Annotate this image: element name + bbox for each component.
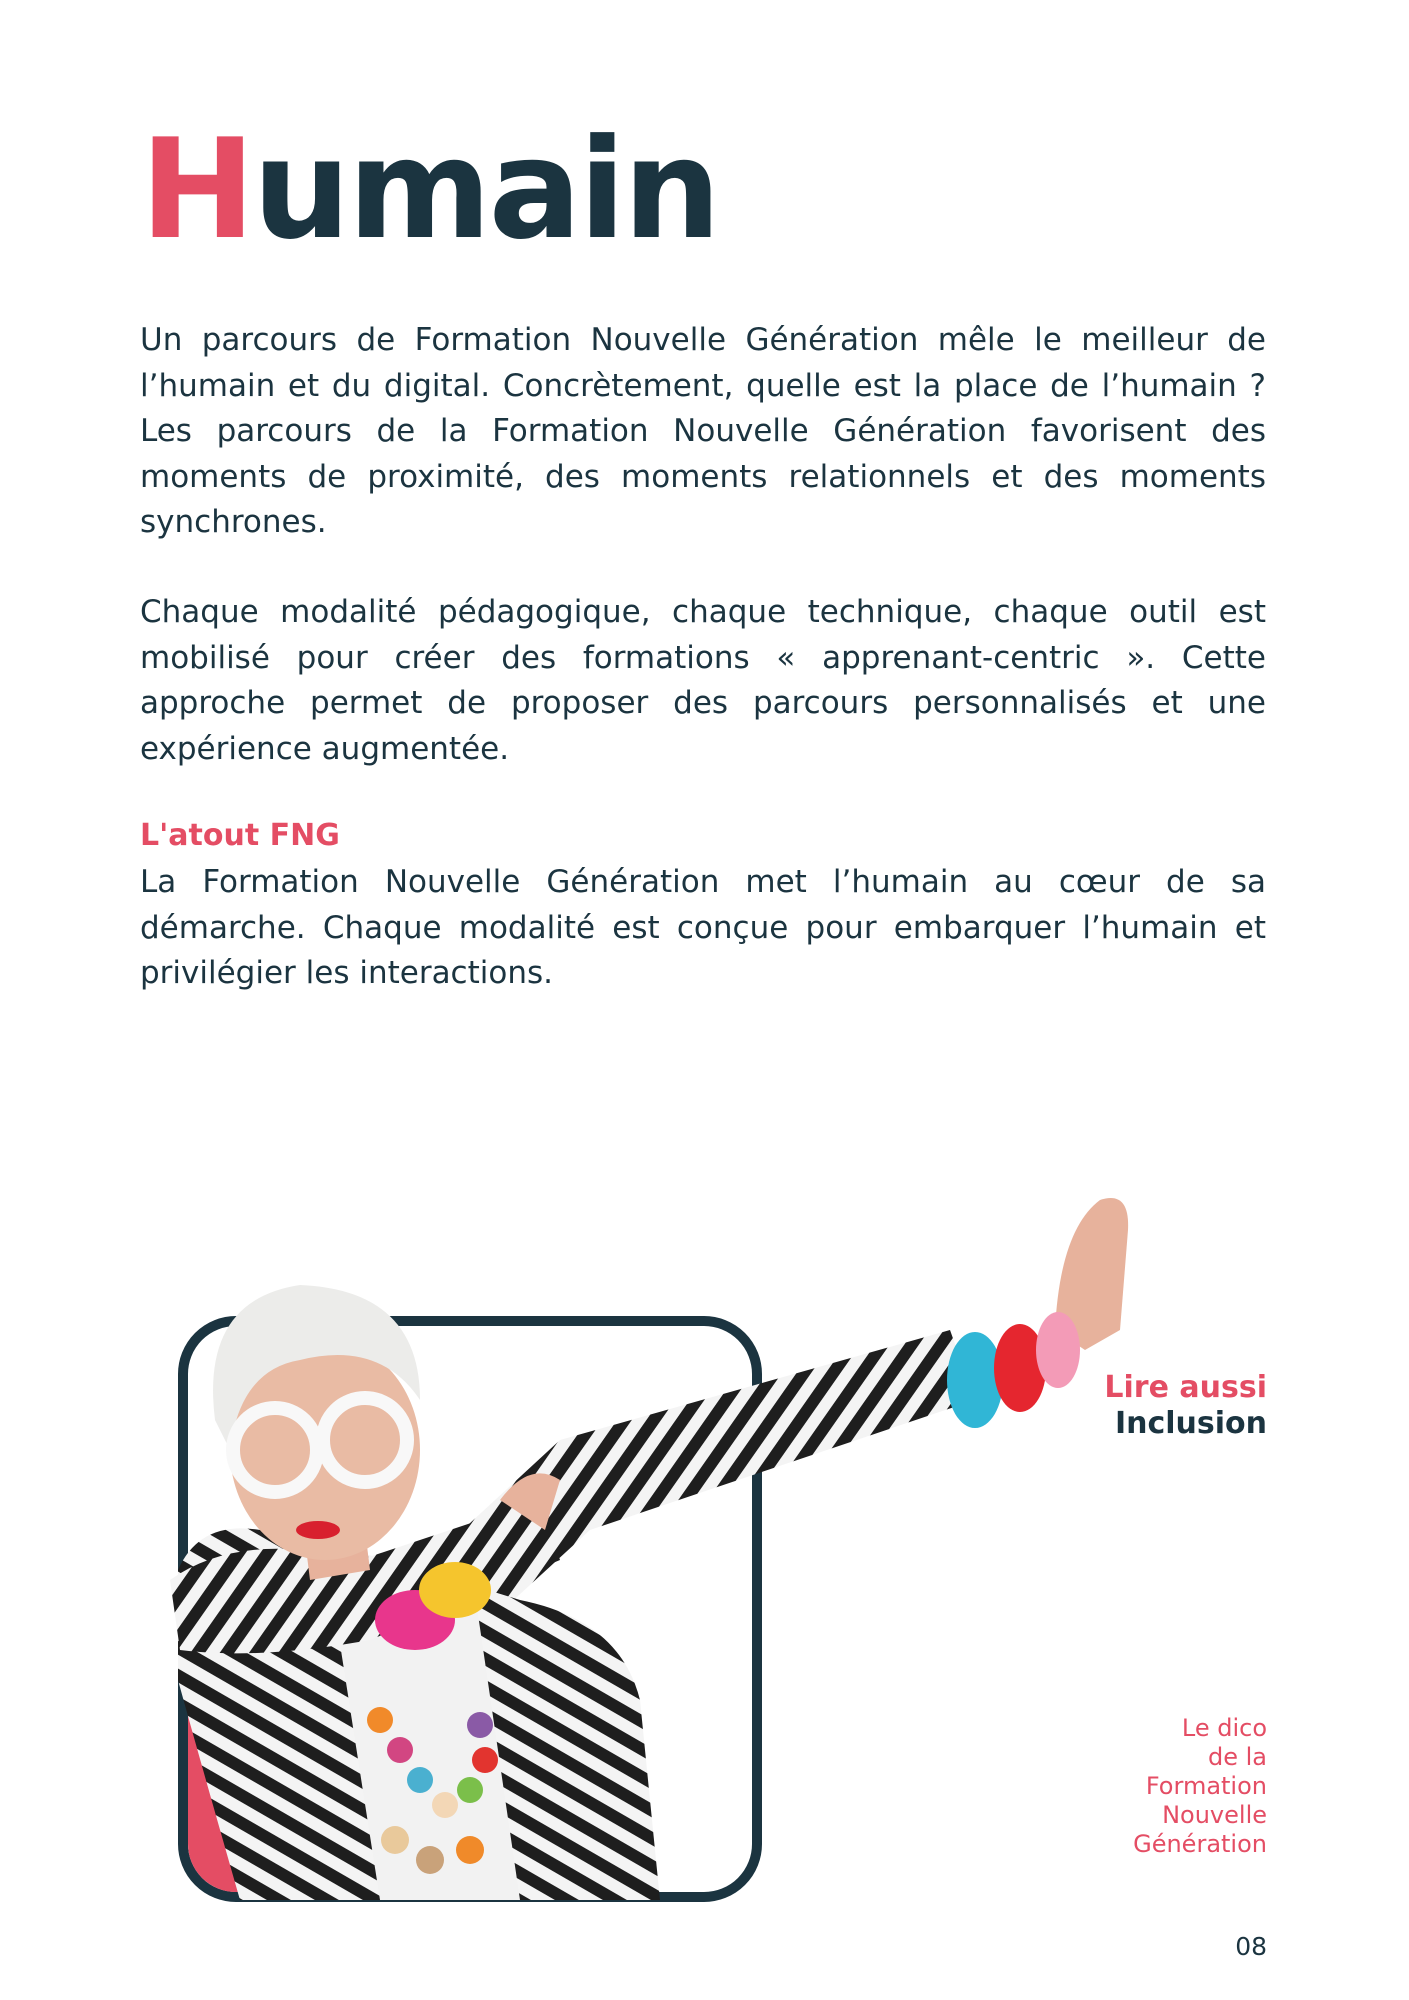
title-first-letter: H [140, 109, 253, 270]
atout-heading: L'atout FNG [140, 818, 340, 853]
dico-line: Le dico [1181, 1714, 1267, 1742]
atout-paragraph: La Formation Nouvelle Génération met l’humain au cœur de sa démarche. Chaque modalité est conçue pour embarquer l’humain et privilégier les interactions. [140, 864, 1266, 991]
approach-paragraph: Chaque modalité pédagogique, chaque technique, chaque outil est mobilisé pour créer des formations « apprenant-centric ». Cette approche permet de proposer des parcours personnalisés et une expérience augmentée. [140, 594, 1266, 767]
dico-line: Génération [1133, 1830, 1267, 1858]
dico-line: Formation [1145, 1772, 1267, 1800]
read-also-label: Lire aussi [1104, 1370, 1267, 1405]
page-number: 08 [1235, 1932, 1267, 1961]
read-also-link-inclusion[interactable]: Inclusion [1114, 1406, 1267, 1441]
dico-line: Nouvelle [1162, 1801, 1267, 1829]
dico-caption [1133, 1714, 1267, 1859]
intro-paragraph: Un parcours de Formation Nouvelle Génération mêle le meilleur de l’humain et du digital. Concrètement, quelle est la place de l’humain ? Les parcours de la Formation Nouvelle Génération favorisent des moments de proximité, des moments relationnels et des moments synchrones. [140, 322, 1266, 540]
title-rest: umain [252, 109, 719, 270]
dico-line: de la [1207, 1743, 1267, 1771]
